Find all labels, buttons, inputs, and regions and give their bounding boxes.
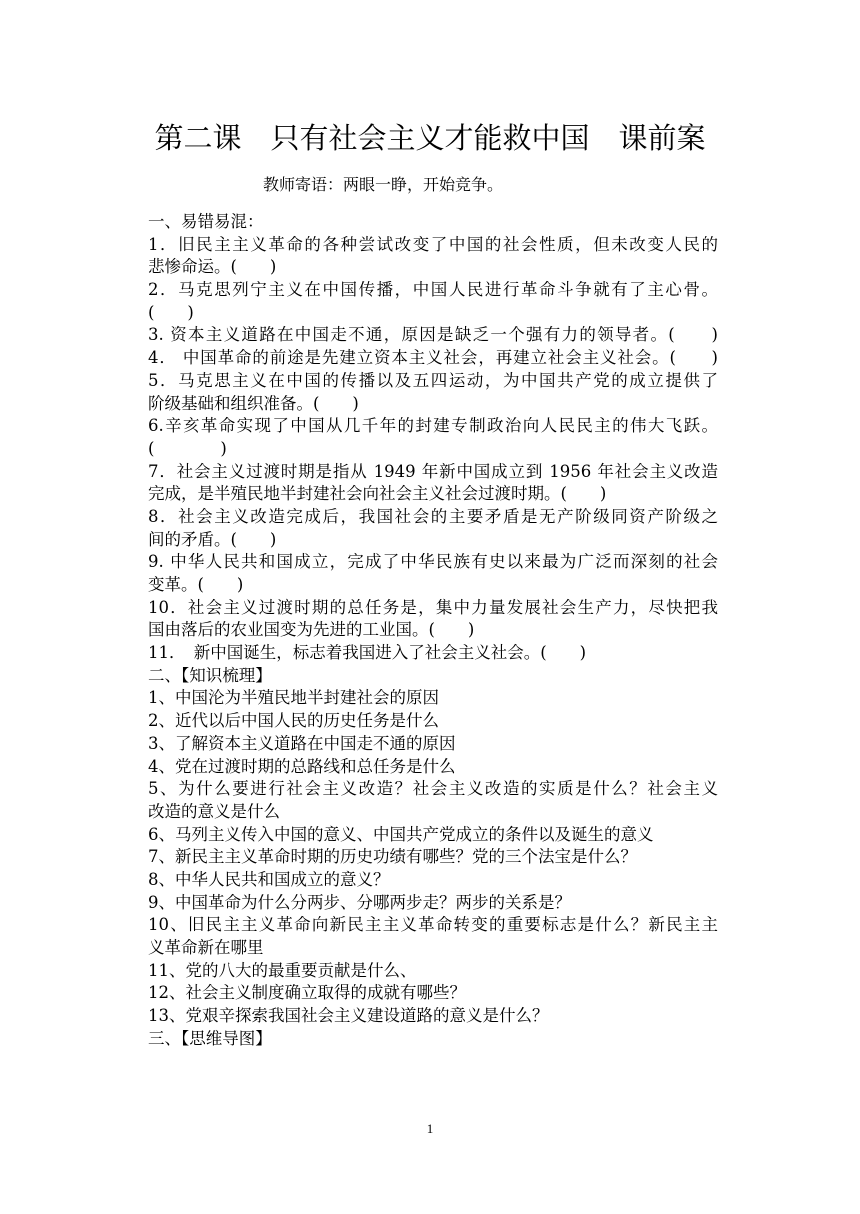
text-line: 12、社会主义制度确立取得的成就有哪些？ bbox=[148, 983, 466, 1003]
document-body bbox=[148, 211, 718, 1050]
section-heading: 二、【知识梳理】 bbox=[148, 665, 272, 685]
text-line: 1．旧民主主义革命的各种尝试改变了中国的社会性质，但未改变人民的 bbox=[148, 234, 718, 254]
teacher-message: 教师寄语：两眼一睁，开始竞争。 bbox=[263, 175, 504, 194]
text-line: 9. 中华人民共和国成立，完成了中华民族有史以来最为广泛而深刻的社会 bbox=[148, 552, 718, 572]
text-line: ( ) bbox=[148, 438, 227, 458]
text-line: 6.辛亥革命实现了中国从几千年的封建专制政治向人民民主的伟大飞跃。 bbox=[148, 416, 718, 436]
text-line: 3、了解资本主义道路在中国走不通的原因 bbox=[148, 733, 456, 753]
text-line: 变革。( ) bbox=[148, 575, 244, 594]
text-line: 11． 新中国诞生，标志着我国进入了社会主义社会。( ) bbox=[148, 643, 587, 663]
text-line: 9、中国革命为什么分两步、分哪两步走？两步的关系是？ bbox=[148, 892, 571, 912]
text-line: 10．社会主义过渡时期的总任务是，集中力量发展社会生产力，尽快把我 bbox=[148, 597, 718, 617]
text-line: 国由落后的农业国变为先进的工业国。( ) bbox=[148, 620, 475, 640]
text-line: 7、新民主主义革命时期的历史功绩有哪些？党的三个法宝是什么？ bbox=[148, 847, 637, 867]
text-line: 4、党在过渡时期的总路线和总任务是什么 bbox=[148, 756, 456, 776]
text-line: 义革命新在哪里 bbox=[148, 938, 264, 957]
text-line: 完成，是半殖民地半封建社会向社会主义社会过渡时期。( ) bbox=[148, 484, 607, 504]
text-line: 悲惨命运。( ) bbox=[148, 257, 277, 277]
text-line: 2、近代以后中国人民的历史任务是什么 bbox=[148, 711, 439, 731]
text-line: 改造的意义是什么 bbox=[148, 801, 280, 821]
section-heading: 一、易错易混： bbox=[148, 212, 264, 231]
text-line: 4． 中国革命的前途是先建立资本主义社会，再建立社会主义社会。( ) bbox=[148, 348, 718, 368]
text-line: ( ) bbox=[148, 302, 194, 322]
text-line: 阶级基础和组织准备。( ) bbox=[148, 393, 359, 413]
page-title: 第二课 只有社会主义才能救中国 课前案 bbox=[154, 121, 706, 155]
text-line: 1、中国沦为半殖民地半封建社会的原因 bbox=[148, 688, 439, 708]
section-heading: 三、【思维导图】 bbox=[148, 1028, 272, 1048]
text-line: 13、党艰辛探索我国社会主义建设道路的意义是什么？ bbox=[148, 1006, 549, 1026]
text-line: 2．马克思列宁主义在中国传播，中国人民进行革命斗争就有了主心骨。 bbox=[148, 280, 718, 300]
text-line: 5．马克思主义在中国的传播以及五四运动，为中国共产党的成立提供了 bbox=[148, 370, 718, 390]
text-line: 3. 资本主义道路在中国走不通，原因是缺乏一个强有力的领导者。( ) bbox=[148, 325, 718, 345]
text-line: 6、马列主义传入中国的意义、中国共产党成立的条件以及诞生的意义 bbox=[148, 824, 654, 844]
text-line: 间的矛盾。( ) bbox=[148, 529, 277, 549]
text-line: 7．社会主义过渡时期是指从 1949 年新中国成立到 1956 年社会主义改造 bbox=[148, 461, 718, 481]
text-line: 8、中华人民共和国成立的意义？ bbox=[148, 869, 390, 889]
page-number: 1 bbox=[426, 1121, 434, 1136]
text-line: 5、为什么要进行社会主义改造？社会主义改造的实质是什么？社会主义 bbox=[148, 779, 718, 799]
text-line: 8．社会主义改造完成后，我国社会的主要矛盾是无产阶级同资产阶级之 bbox=[148, 506, 718, 526]
text-line: 11、党的八大的最重要贡献是什么、 bbox=[148, 960, 417, 980]
text-line: 10、旧民主主义革命向新民主主义革命转变的重要标志是什么？新民主主 bbox=[148, 915, 718, 935]
